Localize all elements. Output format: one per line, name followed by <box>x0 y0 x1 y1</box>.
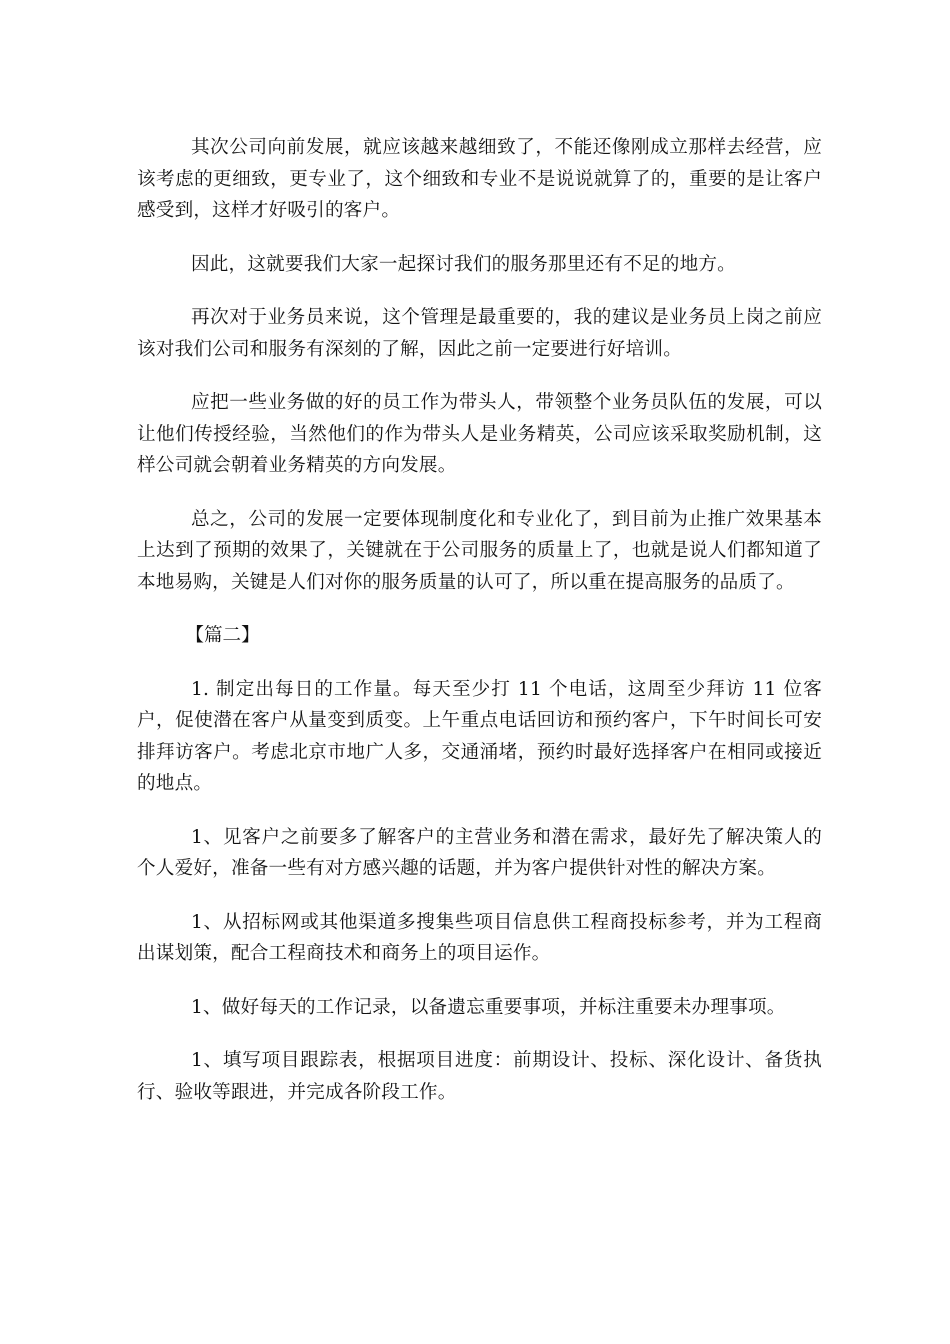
paragraph-project-info: 1、从招标网或其他渠道多搜集些项目信息供工程商投标参考，并为工程商出谋划策，配合工程商技术和商务上的项目运作。 <box>137 911 822 964</box>
paragraph-summary: 总之，公司的发展一定要体现制度化和专业化了，到目前为止推广效果基本上达到了预期的效果了，关键就在于公司服务的质量上了，也就是说人们都知道了本地易购，关键是人们对你的服务质量的认可了，所以重在提高服务的品质了。 <box>137 508 822 593</box>
paragraph-discussion: 因此，这就要我们大家一起探讨我们的服务那里还有不足的地方。 <box>190 253 736 275</box>
paragraph-development: 其次公司向前发展，就应该越来越细致了，不能还像刚成立那样去经营，应该考虑的更细致，更专业了，这个细致和专业不是说说就算了的，重要的是让客户感受到，这样才好吸引的客户。 <box>137 137 822 221</box>
paragraph-project-tracking: 1、填写项目跟踪表，根据项目进度：前期设计、投标、深化设计、备货执行、验收等跟进，并完成各阶段工作。 <box>137 1050 822 1103</box>
section-heading: 【篇二】 <box>185 625 260 646</box>
document-body <box>137 132 822 1130</box>
paragraph-daily-workload: 1. 制定出每日的工作量。每天至少打 11 个电话，这周至少拜访 11 位客户，促使潜在客户从量变到质变。上午重点电话回访和预约客户，下午时间长可安排拜访客户。考虑北京市地广人多，交通涌堵，预约时最好选择客户在相同或接近的地点。 <box>137 678 822 794</box>
paragraph-sales-management: 再次对于业务员来说，这个管理是最重要的，我的建议是业务员上岗之前应该对我们公司和服务有深刻的了解，因此之前一定要进行好培训。 <box>137 307 822 360</box>
paragraph-leaders: 应把一些业务做的好的员工作为带头人，带领整个业务员队伍的发展，可以让他们传授经验，当然他们的作为带头人是业务精英，公司应该采取奖励机制，这样公司就会朝着业务精英的方向发展。 <box>137 392 822 476</box>
paragraph-client-research: 1、见客户之前要多了解客户的主营业务和潜在需求，最好先了解决策人的个人爱好，准备一些有对方感兴趣的话题，并为客户提供针对性的解决方案。 <box>137 826 822 879</box>
paragraph-work-record: 1、做好每天的工作记录，以备遗忘重要事项，并标注重要未办理事项。 <box>190 996 786 1018</box>
